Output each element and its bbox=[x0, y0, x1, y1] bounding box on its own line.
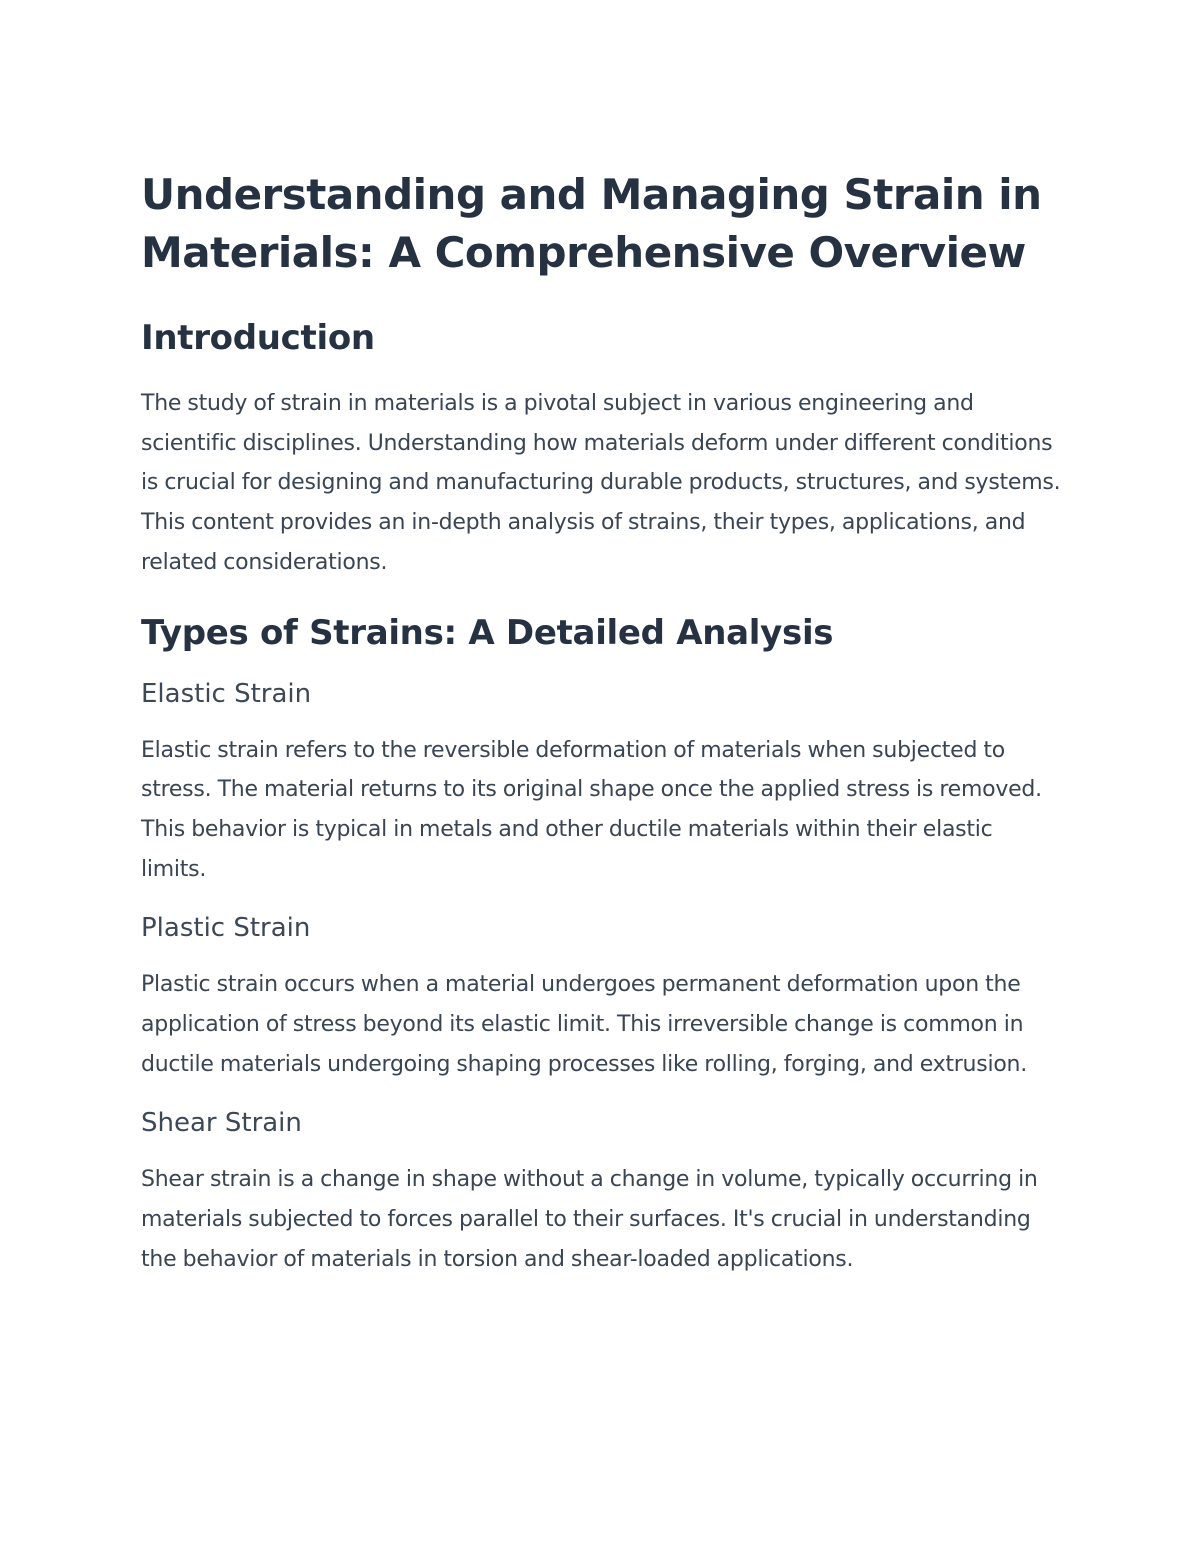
shear-strain-paragraph: Shear strain is a change in shape without a change in volume, typically occurring in materials subjected to forces parallel to their surfaces. It's crucial in understanding the behavior of materials in torsion and shear-loaded applications. bbox=[141, 1167, 1038, 1272]
plastic-strain-paragraph: Plastic strain occurs when a material undergoes permanent deformation upon the application of stress beyond its elastic limit. This irreversible change is common in ductile materials undergoing shaping processes like rolling, forging, and extrusion. bbox=[141, 972, 1027, 1077]
document-title: Understanding and Managing Strain in Materials: A Comprehensive Overview bbox=[141, 170, 1042, 277]
types-of-strains-heading: Types of Strains: A Detailed Analysis bbox=[141, 612, 834, 653]
introduction-heading: Introduction bbox=[141, 318, 375, 358]
elastic-strain-paragraph: Elastic strain refers to the reversible deformation of materials when subjected to stress. The material returns to its original shape once the applied stress is removed. This behavior is typical in metals and other ductile materials within their elastic limits. bbox=[141, 737, 1042, 882]
introduction-paragraph: The study of strain in materials is a pivotal subject in various engineering and scientific disciplines. Understanding how materials deform under different conditions is crucial for designing and manufacturing durable products, structures, and systems. This content provides an in-depth analysis of strains, their types, applications, and related considerations. bbox=[141, 391, 1061, 575]
shear-strain-heading: Shear Strain bbox=[141, 1108, 302, 1139]
elastic-strain-heading: Elastic Strain bbox=[141, 678, 312, 709]
document-page bbox=[141, 166, 1061, 1302]
plastic-strain-heading: Plastic Strain bbox=[141, 913, 311, 944]
